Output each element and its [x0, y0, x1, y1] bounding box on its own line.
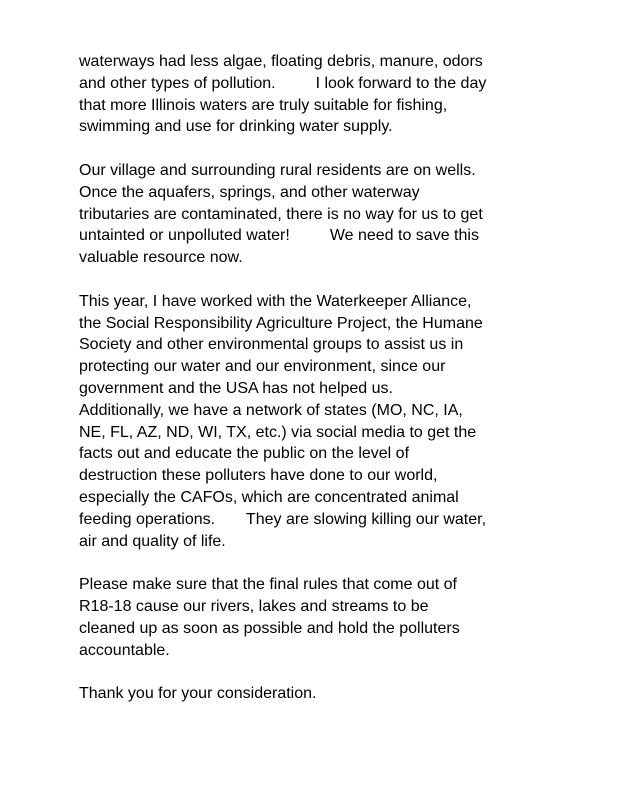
- paragraph-3: [79, 291, 499, 553]
- text-line: Thank you for your consideration.: [79, 685, 317, 703]
- text-line: This year, I have worked with the Waterkeeper Alliance,: [79, 292, 472, 310]
- text-line: Society and other environmental groups to assist us in: [79, 336, 464, 354]
- text-line: cleaned up as soon as possible and hold the polluters: [79, 619, 460, 637]
- text-line: accountable.: [79, 641, 170, 659]
- text-line: and other types of pollution. I look forward to the day: [79, 74, 487, 92]
- text-line: government and the USA has not helped us.: [79, 379, 393, 397]
- text-line: waterways had less algae, floating debris, manure, odors: [79, 53, 483, 70]
- text-line: the Social Responsibility Agriculture Project, the Humane: [79, 314, 483, 332]
- text-line: Once the aquafers, springs, and other waterway: [79, 183, 420, 201]
- text-line: especially the CAFOs, which are concentrated animal: [79, 488, 459, 506]
- text-line: R18-18 cause our rivers, lakes and streams to be: [79, 597, 429, 615]
- text-line: destruction these polluters have done to our world,: [79, 467, 438, 485]
- text-line: swimming and use for drinking water supply.: [79, 118, 393, 136]
- text-line: Additionally, we have a network of states (MO, NC, IA,: [79, 401, 463, 419]
- text-line: Our village and surrounding rural residents are on wells.: [79, 161, 476, 179]
- text-line: tributaries are contaminated, there is no way for us to get: [79, 205, 483, 223]
- text-line: untainted or unpolluted water! We need to save this: [79, 227, 479, 245]
- paragraph-5: [79, 683, 499, 705]
- text-line: valuable resource now.: [79, 249, 243, 267]
- text-line: NE, FL, AZ, ND, WI, TX, etc.) via social media to get the: [79, 423, 477, 441]
- paragraph-4: [79, 574, 499, 661]
- text-line: facts out and educate the public on the level of: [79, 445, 410, 463]
- paragraph-2: [79, 160, 499, 269]
- text-line: that more Illinois waters are truly suitable for fishing,: [79, 96, 448, 114]
- text-line: Please make sure that the final rules that come out of: [79, 576, 457, 594]
- paragraph-1: [79, 51, 499, 138]
- text-line: feeding operations. They are slowing killing our water,: [79, 510, 487, 528]
- text-line: air and quality of life.: [79, 532, 226, 550]
- letter-body: [79, 51, 499, 727]
- text-line: protecting our water and our environment, since our: [79, 358, 446, 376]
